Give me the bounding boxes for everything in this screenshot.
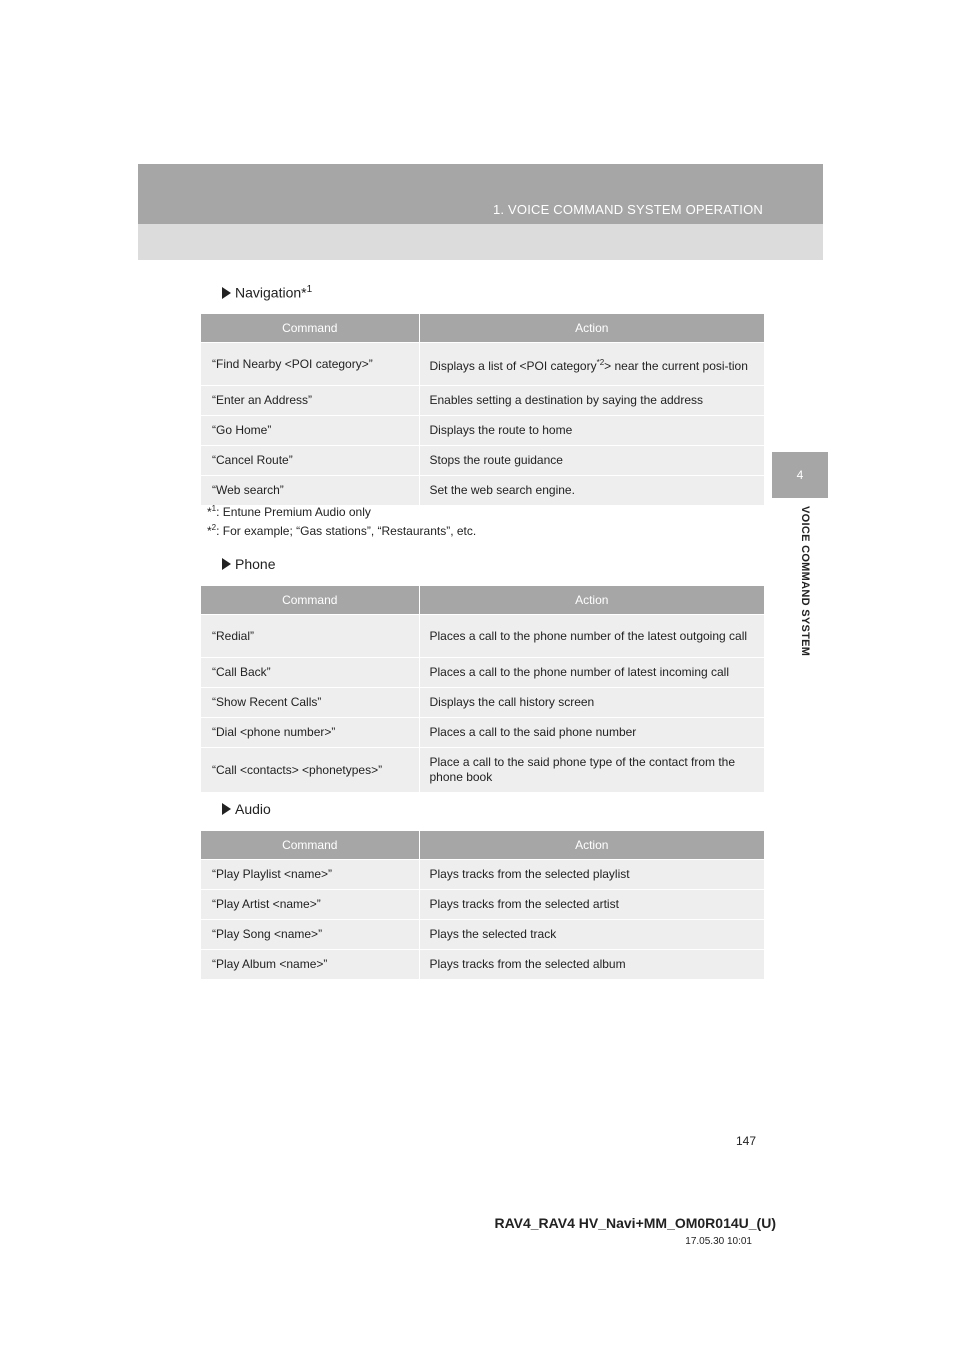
triangle-bullet-icon	[222, 287, 231, 299]
navigation-title: Navigation*	[235, 284, 307, 301]
footnote-number: 1	[211, 504, 217, 513]
header-bar	[138, 164, 823, 224]
table-row	[201, 950, 764, 980]
chapter-tab: 4	[772, 452, 828, 498]
page-number: 147	[736, 1134, 757, 1148]
command-cell: “Show Recent Calls”	[201, 688, 419, 718]
command-cell: “Call <contacts> <phonetypes>”	[201, 748, 419, 793]
command-cell: “Play Album <name>”	[201, 950, 419, 980]
footnote-text: : Entune Premium Audio only	[216, 505, 371, 519]
command-cell: “Go Home”	[201, 416, 419, 446]
action-cell: Places a call to the phone number of the latest outgoing call	[419, 615, 764, 658]
action-cell: Plays tracks from the selected album	[419, 950, 764, 980]
table-row	[201, 890, 764, 920]
phone-title: Phone	[235, 556, 276, 572]
phone-heading	[222, 556, 275, 572]
table-row	[201, 718, 764, 748]
command-cell: “Enter an Address”	[201, 386, 419, 416]
command-cell: “Play Playlist <name>”	[201, 860, 419, 890]
table-row	[201, 860, 764, 890]
command-cell: “Play Artist <name>”	[201, 890, 419, 920]
command-cell: “Play Song <name>”	[201, 920, 419, 950]
triangle-bullet-icon	[222, 558, 231, 570]
document-date: 17.05.30 10:01	[685, 1236, 752, 1247]
footnote-text: : For example; “Gas stations”, “Restaurants”, etc.	[216, 524, 477, 538]
column-header-action: Action	[419, 314, 764, 343]
header-title: 1. VOICE COMMAND SYSTEM OPERATION	[492, 202, 763, 217]
footnote-mark: *	[207, 505, 212, 519]
footnote-2	[207, 520, 476, 539]
phone-table	[201, 586, 764, 792]
navigation-heading	[222, 284, 312, 301]
audio-table	[201, 831, 764, 979]
chapter-label: VOICE COMMAND SYSTEM	[799, 506, 811, 657]
action-cell: Plays tracks from the selected artist	[419, 890, 764, 920]
column-header-action: Action	[419, 586, 764, 615]
command-cell: “Dial <phone number>”	[201, 718, 419, 748]
footnote-number: 2	[211, 523, 217, 532]
action-cell: Set the web search engine.	[419, 476, 764, 506]
command-cell: “Call Back”	[201, 658, 419, 688]
table-header-row	[201, 314, 764, 343]
footnote-mark: *	[207, 524, 212, 538]
table-row	[201, 658, 764, 688]
footnotes	[207, 501, 476, 539]
table-row	[201, 688, 764, 718]
command-cell: “Web search”	[201, 476, 419, 506]
audio-title: Audio	[235, 801, 271, 817]
column-header-command: Command	[201, 831, 419, 860]
action-cell: Plays tracks from the selected playlist	[419, 860, 764, 890]
command-cell: “Find Nearby <POI category>”	[201, 343, 419, 386]
table-row	[201, 920, 764, 950]
action-text-post: > near the current posi-tion	[604, 358, 748, 373]
footnote-1	[207, 501, 476, 520]
action-cell: Places a call to the said phone number	[419, 718, 764, 748]
table-header-row	[201, 586, 764, 615]
table-row	[201, 748, 764, 793]
action-text-pre: Displays a list of <POI category	[429, 358, 597, 373]
document-id: RAV4_RAV4 HV_Navi+MM_OM0R014U_(U)	[494, 1215, 776, 1231]
column-header-action: Action	[419, 831, 764, 860]
action-cell	[419, 343, 764, 386]
table-row	[201, 386, 764, 416]
navigation-title-sup: 1	[306, 284, 313, 295]
column-header-command: Command	[201, 586, 419, 615]
table-row	[201, 416, 764, 446]
action-cell: Displays the route to home	[419, 416, 764, 446]
command-cell: “Redial”	[201, 615, 419, 658]
column-header-command: Command	[201, 314, 419, 343]
triangle-bullet-icon	[222, 803, 231, 815]
action-footnote-mark: *2	[596, 357, 605, 367]
table-row	[201, 446, 764, 476]
action-cell: Stops the route guidance	[419, 446, 764, 476]
navigation-table	[201, 314, 764, 505]
table-row	[201, 343, 764, 386]
table-header-row	[201, 831, 764, 860]
action-cell: Place a call to the said phone type of the contact from the phone book	[419, 748, 764, 793]
command-cell: “Cancel Route”	[201, 446, 419, 476]
audio-heading	[222, 801, 271, 817]
action-cell: Enables setting a destination by saying the address	[419, 386, 764, 416]
action-cell: Displays the call history screen	[419, 688, 764, 718]
table-row	[201, 615, 764, 658]
action-cell: Plays the selected track	[419, 920, 764, 950]
action-cell: Places a call to the phone number of latest incoming call	[419, 658, 764, 688]
